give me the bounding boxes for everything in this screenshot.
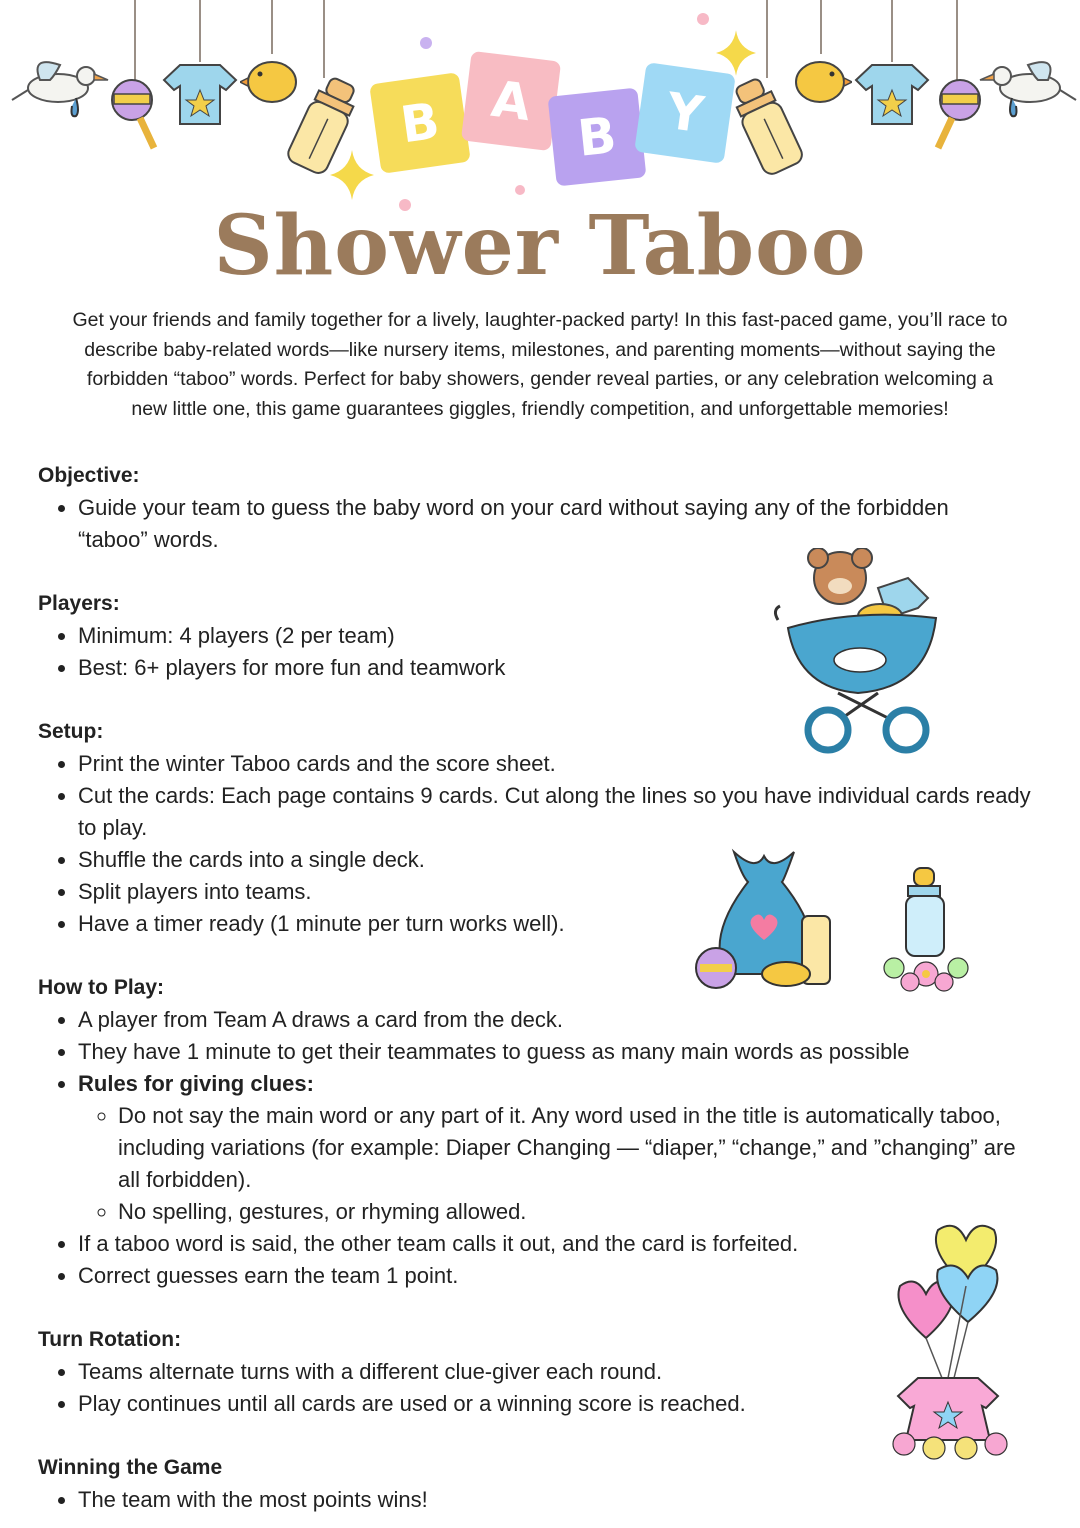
stork-icon xyxy=(978,50,1078,120)
list-item: • Split players into teams. xyxy=(78,876,1048,908)
intro-paragraph: Get your friends and family together for a lively, laughter-packed party! In this fast-paced game, you’ll race to describe baby-related words—like nursery items, milestones, and parenting moments—without saying the forbidden “taboo” words. Perfect for baby showers, gender reveal parties, or any celebration welcoming a new little one, this game guarantees giggles, friendly competition, and unforgettable memories! xyxy=(72,309,1008,421)
sparkle-icon xyxy=(716,30,756,76)
onesie-icon xyxy=(160,60,240,130)
balloons-dress-icon xyxy=(882,1222,1022,1462)
objective-list xyxy=(38,492,1048,556)
list-item: ◦ No spelling, gestures, or rhyming allowed. xyxy=(118,1196,1048,1228)
turn-rotation-heading: Turn Rotation: xyxy=(38,1328,182,1351)
letter-block-b2: B xyxy=(548,88,647,187)
list-item: • Guide your team to guess the baby word on your card without saying any of the forbidden “taboo” words. xyxy=(78,492,1018,556)
dot-decoration xyxy=(514,184,526,196)
bundle-icon xyxy=(686,846,846,996)
dot-decoration xyxy=(696,12,710,26)
chick-icon xyxy=(792,50,852,105)
sparkle-icon xyxy=(330,150,374,200)
letter-block-b: B xyxy=(369,72,471,174)
list-item: • Cut the cards: Each page contains 9 cards. Cut along the lines so you have individual cards ready to play. xyxy=(78,780,1033,844)
objective-heading: Objective: xyxy=(38,464,140,487)
onesie-icon xyxy=(852,60,932,130)
list-item: • Teams alternate turns with a different clue-giver each round. xyxy=(78,1356,1048,1388)
list-item: • Correct guesses earn the team 1 point. xyxy=(78,1260,1048,1292)
list-item: • Shuffle the cards into a single deck. xyxy=(78,844,1048,876)
list-item: • Print the winter Taboo cards and the score sheet. xyxy=(78,748,1048,780)
list-item: • Have a timer ready (1 minute per turn works well). xyxy=(78,908,1048,940)
list-item: • Best: 6+ players for more fun and teamwork xyxy=(78,652,1048,684)
bottle-flowers-icon xyxy=(878,864,974,996)
letter-block-y: Y xyxy=(634,62,736,164)
winning-list xyxy=(38,1484,1048,1516)
stroller-icon xyxy=(768,548,948,756)
list-item: • They have 1 minute to get their teammates to guess as many main words as possible xyxy=(78,1036,1048,1068)
rattle-icon xyxy=(104,78,164,158)
list-item: • A player from Team A draws a card from the deck. xyxy=(78,1004,1048,1036)
winning-heading: Winning the Game xyxy=(38,1456,223,1479)
how-to-play-heading: How to Play: xyxy=(38,976,165,999)
list-item: • If a taboo word is said, the other team calls it out, and the card is forfeited. xyxy=(78,1228,1048,1260)
rules-heading: Rules for giving clues: xyxy=(78,1071,314,1096)
list-item: • Play continues until all cards are used or a winning score is reached. xyxy=(78,1388,1048,1420)
list-item: • Minimum: 4 players (2 per team) xyxy=(78,620,1048,652)
list-item: ◦ Do not say the main word or any part of it. Any word used in the title is automatically taboo, including variations (for example: Diaper Changing — “diaper,” “change,” and ”changing” are all forbidden). xyxy=(118,1100,1018,1196)
list-item xyxy=(78,1068,1048,1228)
stork-icon xyxy=(10,50,110,120)
setup-heading: Setup: xyxy=(38,720,104,743)
rules-list xyxy=(78,1100,1048,1228)
letter-block-a: A xyxy=(461,51,561,151)
page-title: Shower Taboo xyxy=(213,198,867,294)
dot-decoration xyxy=(419,36,433,50)
list-item: • The team with the most points wins! xyxy=(78,1484,1048,1516)
players-heading: Players: xyxy=(38,592,120,615)
